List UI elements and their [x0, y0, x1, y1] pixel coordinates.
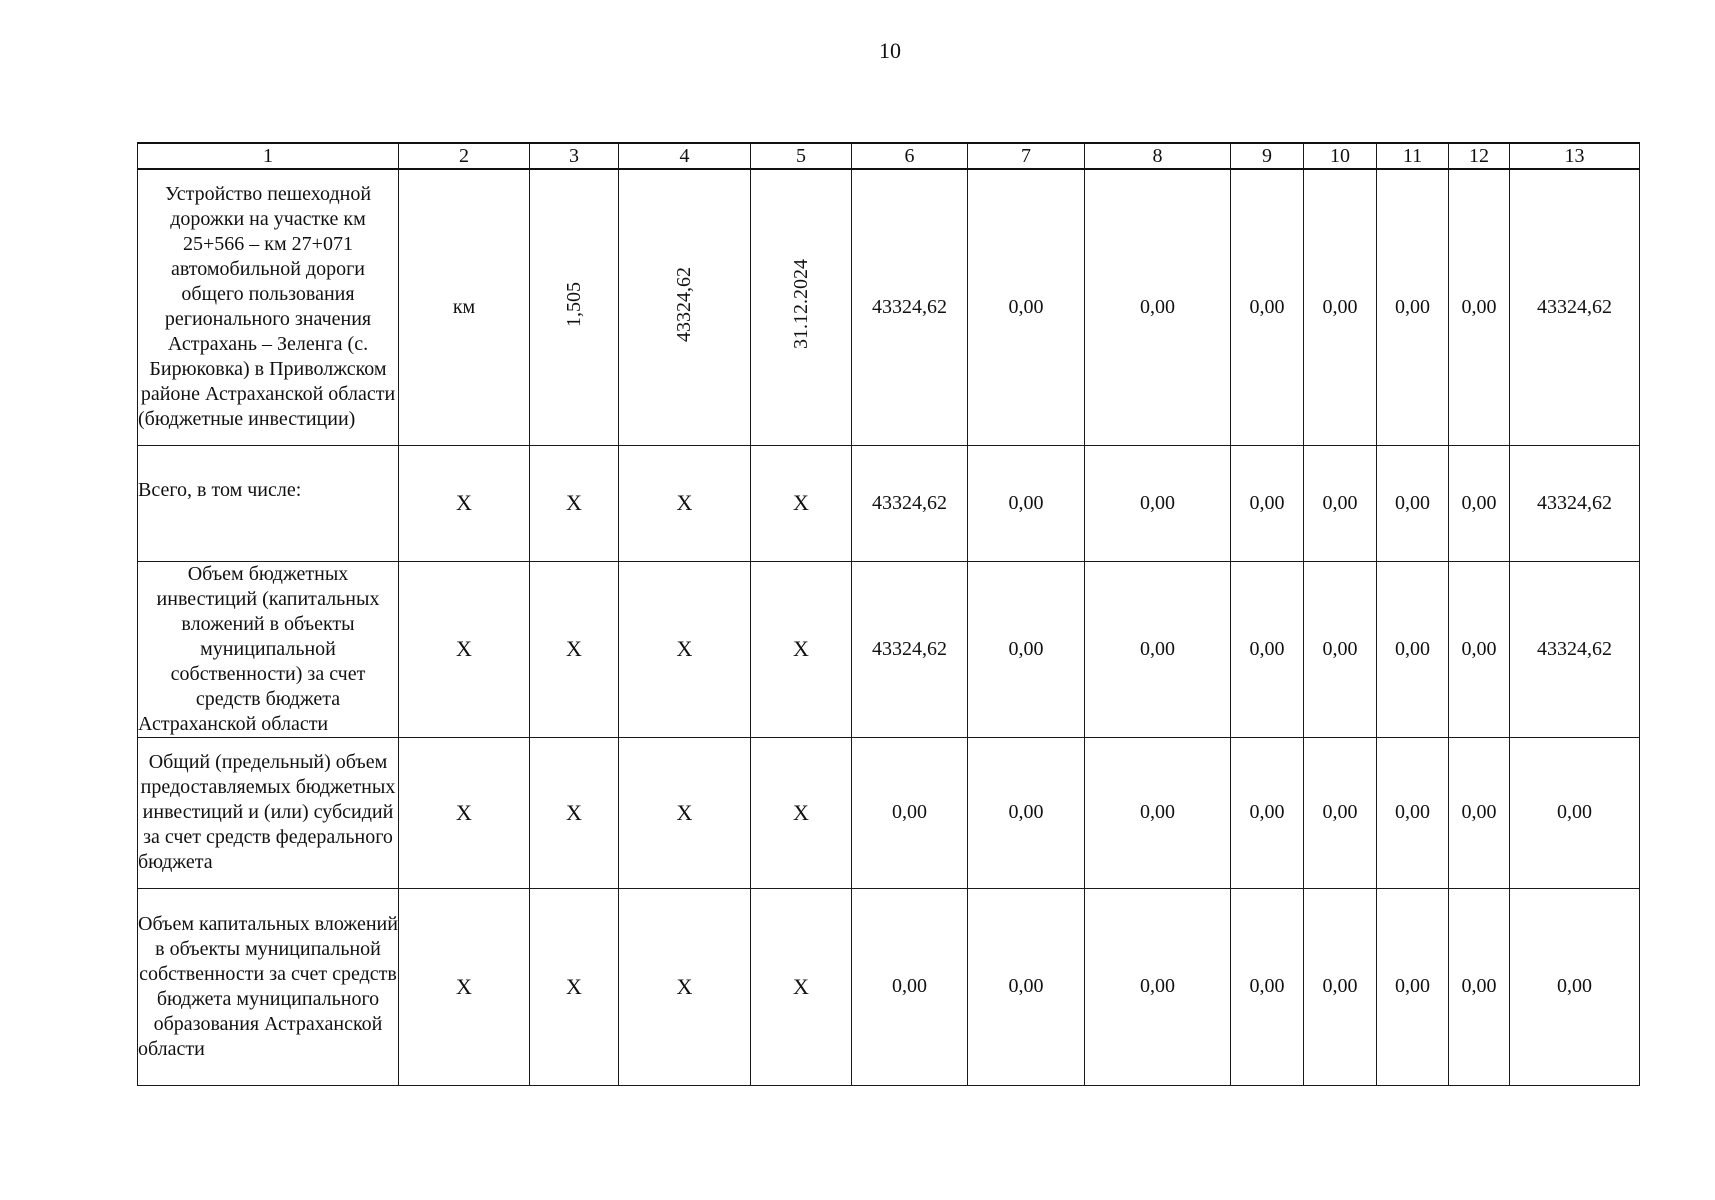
unit-cell: Х: [399, 888, 530, 1085]
date-value: 31.12.2024: [789, 259, 812, 350]
capacity-cell: Х: [530, 561, 619, 737]
value-cell: 0,00: [1304, 169, 1377, 445]
value-cell: 0,00: [1449, 561, 1510, 737]
capacity-cell: [530, 169, 619, 445]
value-cell: 0,00: [1449, 169, 1510, 445]
value-cell: 0,00: [1377, 445, 1449, 561]
column-header: 6: [852, 143, 968, 169]
date-cell: Х: [751, 445, 852, 561]
value-cell: 0,00: [1085, 561, 1231, 737]
column-header: 2: [399, 143, 530, 169]
value-cell: 0,00: [1449, 737, 1510, 888]
value-cell: 43324,62: [1510, 169, 1640, 445]
value-cell: 43324,62: [852, 169, 968, 445]
value-cell: 0,00: [1449, 445, 1510, 561]
capacity-cell: Х: [530, 737, 619, 888]
cost-value: 43324,62: [673, 266, 695, 342]
value-cell: 0,00: [1231, 737, 1304, 888]
cost-cell: Х: [619, 561, 751, 737]
column-header: 7: [968, 143, 1085, 169]
value-cell: 0,00: [1085, 737, 1231, 888]
value-cell: 43324,62: [852, 445, 968, 561]
value-cell: 0,00: [1449, 888, 1510, 1085]
value-cell: 0,00: [1377, 737, 1449, 888]
row-description: Объем капитальных вложений в объекты муниципальной собственности за счет средств бюджета муниципального образования Астраханской области: [138, 888, 399, 1085]
capacity-cell: Х: [530, 445, 619, 561]
unit-cell: км: [399, 169, 530, 445]
row-description: Всего, в том числе:: [138, 445, 399, 561]
value-cell: 43324,62: [1510, 561, 1640, 737]
value-cell: 0,00: [1304, 445, 1377, 561]
row-description: Объем бюджетных инвестиций (капитальных вложений в объекты муниципальной собственности) за счет средств бюджета Астраханской области: [138, 561, 399, 737]
value-cell: 0,00: [1231, 169, 1304, 445]
value-cell: 43324,62: [1510, 445, 1640, 561]
column-header: 13: [1510, 143, 1640, 169]
value-cell: 0,00: [968, 445, 1085, 561]
value-cell: 0,00: [852, 888, 968, 1085]
value-cell: 0,00: [1510, 888, 1640, 1085]
column-header: 12: [1449, 143, 1510, 169]
value-cell: 0,00: [968, 737, 1085, 888]
cost-cell: Х: [619, 888, 751, 1085]
value-cell: 0,00: [1085, 169, 1231, 445]
table-row: [138, 445, 1640, 561]
budget-table: [137, 142, 1640, 1086]
value-cell: 0,00: [1304, 737, 1377, 888]
value-cell: 0,00: [1231, 888, 1304, 1085]
unit-cell: Х: [399, 445, 530, 561]
column-header: 5: [751, 143, 852, 169]
cost-cell: Х: [619, 737, 751, 888]
table-row: [138, 169, 1640, 445]
header-row: [138, 143, 1640, 169]
page-number: 10: [879, 38, 901, 63]
value-cell: 0,00: [1510, 737, 1640, 888]
value-cell: 0,00: [1231, 445, 1304, 561]
value-cell: 0,00: [1377, 561, 1449, 737]
column-header: 4: [619, 143, 751, 169]
value-cell: 0,00: [968, 561, 1085, 737]
row-description: Устройство пешеходной дорожки на участке км 25+566 – км 27+071 автомобильной дороги общего пользования регионального значения Астрахань – Зеленга (с. Бирюковка) в Приволжском районе Астраханской области (бюджетные инвестиции): [138, 169, 399, 445]
value-cell: 0,00: [1377, 169, 1449, 445]
column-header: 9: [1231, 143, 1304, 169]
table-row: [138, 561, 1640, 737]
date-cell: [751, 169, 852, 445]
value-cell: 0,00: [968, 169, 1085, 445]
column-header: 10: [1304, 143, 1377, 169]
cost-cell: [619, 169, 751, 445]
value-cell: 0,00: [1377, 888, 1449, 1085]
date-cell: Х: [751, 737, 852, 888]
value-cell: 0,00: [1231, 561, 1304, 737]
date-cell: Х: [751, 888, 852, 1085]
column-header: 3: [530, 143, 619, 169]
column-header: 8: [1085, 143, 1231, 169]
value-cell: 0,00: [968, 888, 1085, 1085]
row-description: Общий (предельный) объем предоставляемых бюджетных инвестиций и (или) субсидий за счет средств федерального бюджета: [138, 737, 399, 888]
value-cell: 0,00: [852, 737, 968, 888]
value-cell: 0,00: [1304, 888, 1377, 1085]
value-cell: 0,00: [1085, 888, 1231, 1085]
cost-cell: Х: [619, 445, 751, 561]
value-cell: 0,00: [1085, 445, 1231, 561]
value-cell: 43324,62: [852, 561, 968, 737]
value-cell: 0,00: [1304, 561, 1377, 737]
capacity-value: 1,505: [562, 281, 585, 327]
capacity-cell: Х: [530, 888, 619, 1085]
column-header: 1: [138, 143, 399, 169]
table-row: [138, 737, 1640, 888]
date-cell: Х: [751, 561, 852, 737]
column-header: 11: [1377, 143, 1449, 169]
unit-cell: Х: [399, 737, 530, 888]
table-row: [138, 888, 1640, 1085]
unit-cell: Х: [399, 561, 530, 737]
